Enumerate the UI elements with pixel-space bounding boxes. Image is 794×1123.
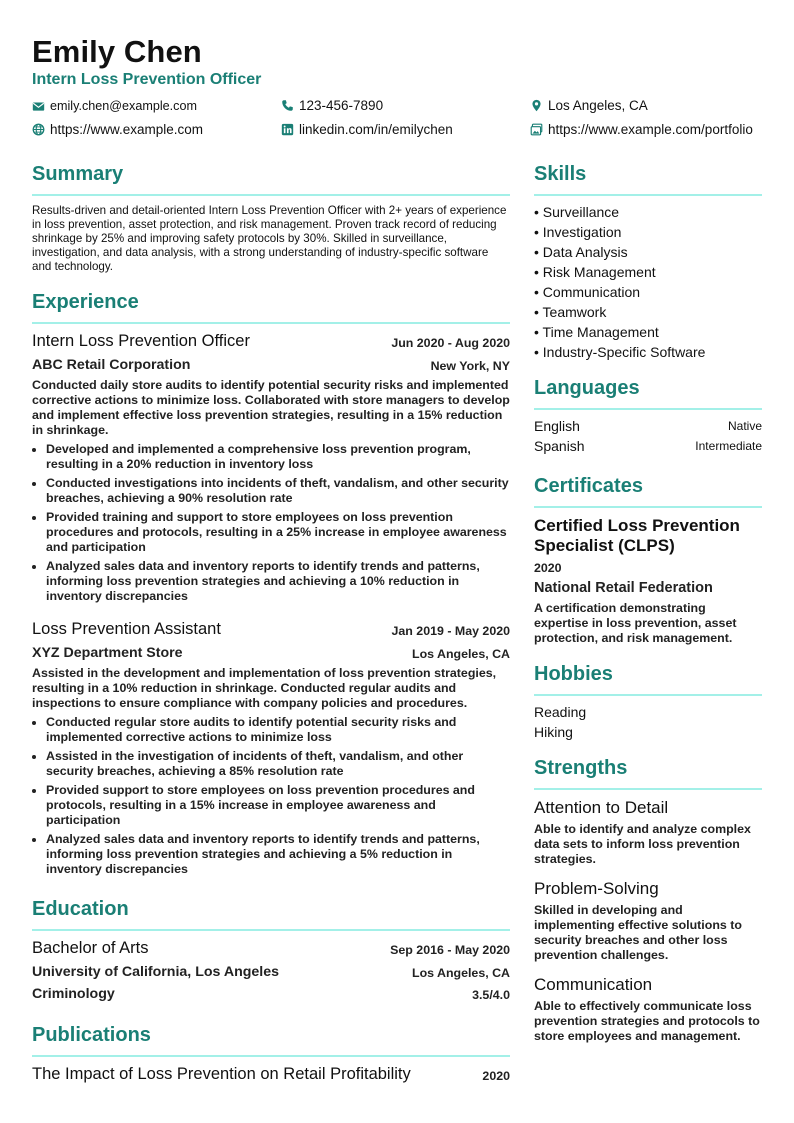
skills-heading: Skills	[534, 163, 587, 185]
skill-item: • Communication	[534, 284, 641, 300]
field-of-study: Criminology	[32, 986, 115, 1002]
degree-title: Bachelor of Arts	[32, 939, 149, 957]
candidate-name: Emily Chen	[32, 34, 202, 69]
achievement-item: • Developed and implemented a comprehensive loss prevention program, resulting in a 20% reduction in inventory loss	[46, 442, 510, 472]
achievement-item: • Conducted regular store audits to identify potential security risks and implemented corrective actions to minimize loss	[46, 715, 510, 745]
job-achievements	[32, 715, 510, 881]
job-description: Conducted daily store audits to identify potential security risks and implemented corrective actions to minimize loss. Collaborated with store managers to develop and implement effective loss prevention strategies, resulting in a 15% reduction in shrinkage.	[32, 378, 510, 437]
email-icon	[32, 100, 45, 113]
certificates-divider	[534, 506, 762, 508]
job-location: New York, NY	[430, 359, 510, 373]
strengths-divider	[534, 788, 762, 790]
skill-item: • Data Analysis	[534, 244, 628, 260]
education-heading: Education	[32, 898, 129, 920]
skill-item: • Time Management	[534, 324, 659, 340]
achievement-item: • Conducted investigations into incidents of theft, vandalism, and other security breaches, achieving a 90% resolution rate	[46, 476, 510, 506]
achievement-item: • Provided support to store employees on loss prevention procedures and protocols, resulting in a 15% increase in employee awareness and participation	[46, 783, 510, 828]
job-achievements	[32, 442, 510, 608]
publications-divider	[32, 1055, 510, 1057]
education-dates: Sep 2016 - May 2020	[390, 943, 510, 957]
skill-item: • Investigation	[534, 224, 622, 240]
publication-title: The Impact of Loss Prevention on Retail Profitability	[32, 1065, 411, 1083]
languages-heading: Languages	[534, 377, 640, 399]
certificate-issuer: National Retail Federation	[534, 580, 713, 596]
skills-divider	[534, 194, 762, 196]
certificate-title: Certified Loss Prevention Specialist (CLPS)	[534, 516, 740, 555]
publication-year: 2020	[482, 1069, 510, 1083]
job-company: XYZ Department Store	[32, 645, 183, 661]
strengths-heading: Strengths	[534, 757, 628, 779]
achievement-item: • Assisted in the investigation of incidents of theft, vandalism, and other security breaches, achieving a 85% resolution rate	[46, 749, 510, 779]
contact-website[interactable]	[32, 122, 203, 137]
phone-text: 123-456-7890	[299, 98, 384, 113]
school-location: Los Angeles, CA	[412, 966, 510, 980]
skill-item: • Teamwork	[534, 304, 607, 320]
languages-divider	[534, 408, 762, 410]
hobby-item: Reading	[534, 704, 587, 720]
language-level: Intermediate	[695, 439, 762, 453]
job-company: ABC Retail Corporation	[32, 357, 191, 373]
language-level: Native	[727, 419, 762, 433]
contact-location	[530, 98, 648, 113]
summary-text: Results-driven and detail-oriented Intern Loss Prevention Officer with 2+ years of experience in loss prevention, asset protection, and risk management. Proven track record of reducing shrinkage by 25% and improving safety protocols by 30%. Skilled in surveillance, investigation, and data analysis, with a strong understanding of industry-specific software and technology.	[32, 204, 507, 273]
linkedin-link: linkedin.com/in/emilychen	[299, 122, 453, 137]
strength-title: Communication	[534, 975, 653, 994]
skill-item: • Risk Management	[534, 264, 656, 280]
achievement-item: • Provided training and support to store employees on loss prevention procedures and protocols, resulting in a 25% increase in employee awareness and participation	[46, 510, 510, 555]
email-text: emily.chen@example.com	[50, 99, 197, 113]
contact-linkedin[interactable]	[281, 122, 453, 137]
education-divider	[32, 929, 510, 931]
certificate-description: A certification demonstrating expertise in loss prevention, asset protection, and risk management.	[534, 601, 737, 645]
experience-heading: Experience	[32, 291, 139, 313]
website-link: https://www.example.com	[50, 122, 204, 137]
summary-divider	[32, 194, 510, 196]
strength-description: Skilled in developing and implementing effective solutions to security breaches and other loss prevention challenges.	[534, 903, 742, 962]
contact-email[interactable]	[32, 99, 197, 113]
globe-icon	[32, 123, 45, 136]
achievement-item: • Analyzed sales data and inventory reports to identify trends and patterns, informing loss prevention strategies and achieving a 10% reduction in inventory discrepancies	[46, 559, 510, 604]
summary-heading: Summary	[32, 163, 124, 185]
language-name: Spanish	[534, 438, 585, 454]
job-title: Loss Prevention Assistant	[32, 620, 221, 638]
hobbies-divider	[534, 694, 762, 696]
portfolio-link: https://www.example.com/portfolio	[548, 122, 753, 137]
contact-portfolio[interactable]	[530, 122, 753, 137]
portfolio-icon	[530, 123, 543, 136]
strength-description: Able to effectively communicate loss prevention strategies and protocols to store employees and management.	[534, 999, 760, 1043]
job-dates: Jun 2020 - Aug 2020	[391, 336, 510, 350]
certificates-heading: Certificates	[534, 475, 643, 497]
skill-item: • Industry-Specific Software	[534, 344, 706, 360]
publications-heading: Publications	[32, 1024, 151, 1046]
language-name: English	[534, 418, 580, 434]
school-name: University of California, Los Angeles	[32, 964, 280, 980]
job-title: Intern Loss Prevention Officer	[32, 332, 250, 350]
contact-phone[interactable]	[281, 98, 383, 113]
phone-icon	[281, 99, 294, 112]
strength-description: Able to identify and analyze complex data sets to inform loss prevention strategies.	[534, 822, 751, 866]
location-pin-icon	[530, 99, 543, 112]
linkedin-icon	[281, 123, 294, 136]
strength-title: Problem-Solving	[534, 879, 659, 898]
certificate-year: 2020	[534, 561, 562, 575]
achievement-item: • Analyzed sales data and inventory reports to identify trends and patterns, informing loss prevention strategies and achieving a 5% reduction in inventory discrepancies	[46, 832, 510, 877]
hobbies-heading: Hobbies	[534, 663, 613, 685]
job-dates: Jan 2019 - May 2020	[391, 624, 510, 638]
skill-item: • Surveillance	[534, 204, 620, 220]
hobby-item: Hiking	[534, 724, 573, 740]
gpa: 3.5/4.0	[472, 988, 510, 1002]
job-location: Los Angeles, CA	[412, 647, 510, 661]
job-description: Assisted in the development and implementation of loss prevention strategies, resulting in a 10% reduction in shrinkage. Conducted regular audits and inspections to ensure compliance with company policies and procedures.	[32, 666, 497, 710]
strength-title: Attention to Detail	[534, 798, 669, 817]
location-text: Los Angeles, CA	[548, 98, 648, 113]
experience-divider	[32, 322, 510, 324]
candidate-role: Intern Loss Prevention Officer	[32, 71, 262, 88]
